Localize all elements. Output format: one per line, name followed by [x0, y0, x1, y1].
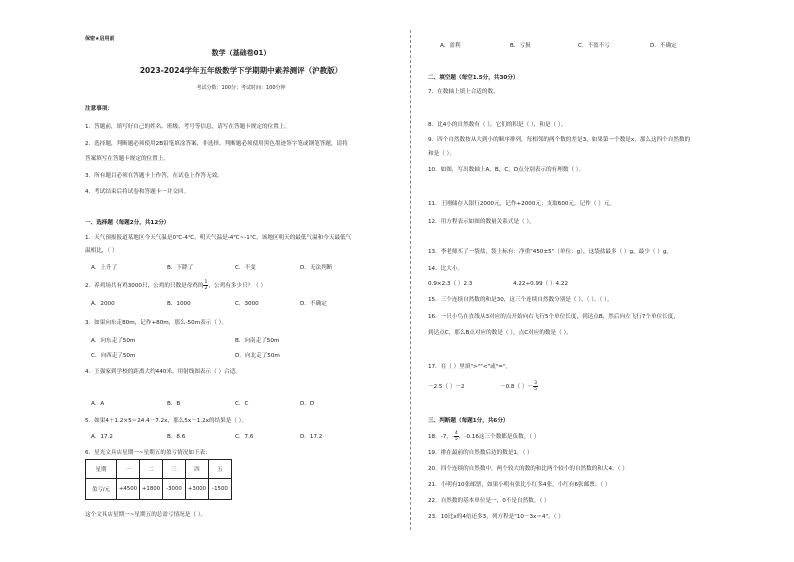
- q2-fraction-num: 1: [204, 280, 208, 285]
- q5-option-d: D．17.2: [300, 434, 323, 440]
- note-1: 1．答题前，填写好自己的姓名、班级、考号等信息，请写在答题卡规定的位置上。: [85, 124, 290, 130]
- q6-option-b: B．亏损: [510, 43, 531, 49]
- q10-text: 10．如图，写出数轴上A，B，C，D点分别表示的有理数（ ）。: [428, 167, 585, 173]
- q2-text: [85, 280, 266, 292]
- exam-subtitle: 2023-2024学年五年级数学下学期期中素养测评（沪教版）: [139, 66, 343, 75]
- q2-text-pre: 2．养鸡场共有鸡3000只，公鸡的只数是母鸡的: [85, 283, 204, 289]
- q7-text: 7．在数轴上填上合适的数。: [428, 89, 499, 95]
- notes-heading: 注意事项：: [85, 106, 113, 112]
- q2-fraction-den: 2: [204, 286, 208, 291]
- q17-item-b: [500, 381, 538, 393]
- table-cell: +3000: [186, 479, 209, 500]
- column-divider: [410, 30, 411, 530]
- table-cell: -3000: [163, 479, 186, 500]
- note-3: 3．所有题目必须在答题卡上作答，在试卷上作答无效。: [85, 173, 223, 179]
- q18-text-pre: 18．-7，-: [428, 434, 454, 440]
- q4-option-a: A．A: [91, 401, 105, 407]
- q11-text: 11．王刚储存入银行2000元，记作+2000元；支取600元，记作（ ）元。: [428, 201, 615, 207]
- q22-text: 22．自然数的基本单位是一，0不是自然数。（ ）: [428, 498, 550, 504]
- table-cell: 三: [163, 460, 186, 479]
- q1-option-c: C．不变: [235, 265, 256, 271]
- table-cell: 盈亏/元: [86, 479, 117, 500]
- q12-text: 12．用方程表示如图的数量关系式是（ ）。: [428, 219, 535, 225]
- table-row: [86, 479, 232, 500]
- q16-text: 16．一只小鸟在直线从3对应的点开始向右飞行5个单位长度，到达点B，然后向左飞行7个单位长度，: [428, 314, 679, 320]
- q16-text-cont: 到达点C，那么B点对应的数是（ ），点C对应的数是（ ）。: [428, 330, 572, 336]
- profit-loss-table: [85, 459, 232, 500]
- q4-option-b: B．B: [167, 401, 181, 407]
- q2-option-d: D．不确定: [300, 301, 327, 307]
- q17-item-a: －2.5（ ）－2: [428, 384, 465, 390]
- q17-item-b-text: －0.8（ ）－: [500, 384, 534, 390]
- q2-option-c: C．3000: [235, 301, 259, 307]
- q14-text: 14．比大小。: [428, 266, 464, 272]
- q18-text: [428, 431, 539, 443]
- table-cell: 五: [209, 460, 232, 479]
- q1-text-cont: 温相比，（ ）: [85, 248, 118, 254]
- q2-option-a: A．2000: [91, 301, 115, 307]
- q8-text: 8．比4小的自然数有（ ），它们的积是（ ），和是（ ）。: [428, 122, 567, 128]
- q21-text: 21．小明有10张邮票，如果小明有张比小红多4张，小红有6张邮票。（ ）: [428, 482, 611, 488]
- q5-option-b: B．8.6: [167, 434, 186, 440]
- exam-title: 数学（基础卷01）: [211, 49, 271, 57]
- q4-option-d: D．D: [300, 401, 315, 407]
- q6-option-d: D．不确定: [650, 43, 677, 49]
- section3-heading: 三、判断题（每题1分，共6分）: [428, 418, 509, 424]
- q18-fraction-num: 4: [454, 431, 458, 436]
- q5-option-a: A．17.2: [91, 434, 113, 440]
- note-2: 2．选择题，判断题必须使用2B铅笔填涂答案，非选择、判断题必须使用黑色墨迹签字笔或钢笔答题，请将: [85, 141, 348, 147]
- q3-option-c: C．向西走了50m: [91, 353, 136, 359]
- note-4: 4．考试结束后将试卷和答题卡一并交回。: [85, 189, 190, 195]
- q1-text: 1．天气预报报道某地区今天气温是0℃-4℃，明天气温是-4℃~-1℃，该地区明天的最低气温和今天最低气: [85, 235, 352, 241]
- section1-heading: 一、选择题（每题2分，共12分）: [85, 220, 170, 226]
- table-cell: 一: [117, 460, 140, 479]
- q17-fraction-den: 5: [534, 387, 537, 392]
- confidential-label: 保密★启用前: [85, 36, 115, 42]
- q2-option-b: B．1000: [167, 301, 191, 307]
- q23-text: 23．10比x的4倍还多3，列方程是"10－3x＝4"。（ ）: [428, 514, 564, 520]
- q13-text: 13．李老师买了一袋盐，袋上标有：净重"450±5"（单位：g），这袋盐最多（ ）g，最少（ ）g。: [428, 249, 672, 255]
- q3-option-d: D．向北走了50m: [235, 353, 280, 359]
- q1-option-d: D．无法判断: [300, 265, 333, 271]
- q5-text: 5．如果4＋1.2×5＝24.4－7.2x，那么5x－1.2x的结果是（ ）。: [85, 418, 248, 424]
- section2-heading: 二、填空题（每空1.5分，共30分）: [428, 75, 519, 81]
- q6-option-c: C．不盈不亏: [578, 43, 610, 49]
- table-cell: 二: [140, 460, 163, 479]
- q14-item-2: 4.22÷0.99（ ）4.22: [513, 281, 569, 287]
- q6-option-a: A．盈利: [440, 43, 461, 49]
- table-cell: +1800: [140, 479, 163, 500]
- table-cell: 星期: [86, 460, 117, 479]
- q5-option-c: C．7.6: [235, 434, 254, 440]
- exam-info: 考试分数：100分；考试时间：100分钟: [196, 85, 286, 91]
- q15-text: 15．三个连续自然数的和是30，这三个连续自然数分别是（ ）、（ ）、（ ）。: [428, 297, 613, 303]
- note-2-cont: 答案填写在答题卡规定的位置上。: [85, 156, 169, 162]
- q18-text-post: ，-0.16这三个数都是负数。（ ）: [458, 434, 540, 440]
- table-cell: 四: [186, 460, 209, 479]
- table-cell: -1500: [209, 479, 232, 500]
- q9-text: 9．四个自然数按从大到小的顺序排列，每相邻的两个数的差是3，如果第一个数是x，那么这四个自然数的: [428, 137, 691, 143]
- q19-text: 19．排在最前的自然数后边的数是1。（ ）: [428, 450, 533, 456]
- q14-item-1: 0.9×2.3（ ）2.3: [428, 281, 473, 287]
- q1-option-a: A．上升了: [91, 265, 118, 271]
- q17-fraction: [533, 381, 538, 392]
- q4-option-c: C．C: [235, 401, 249, 407]
- q3-option-b: B．向南走了50m: [235, 338, 280, 344]
- q18-fraction-den: 5: [454, 437, 458, 442]
- q3-text: 3．如果向东走80m，记作+80m，那么-50m表示（ ）。: [85, 320, 228, 326]
- q6-tail-text: 这个文具店星期一~星期五的总盈亏情况是（ ）。: [85, 512, 207, 518]
- q4-text: 4．王强家到学校的距离大约440米，用射线图表示（ ）合适。: [85, 369, 241, 375]
- table-row: [86, 460, 232, 479]
- q17-text: 17．在（ ）里填">""<"或"="。: [428, 364, 512, 370]
- table-cell: +4500: [117, 479, 140, 500]
- q1-option-b: B．下降了: [167, 265, 194, 271]
- q6-text: 6．星光文具店星期一~星期五的盈亏情况如下表：: [85, 450, 211, 456]
- q17-fraction-num: 3: [534, 381, 537, 386]
- q3-option-a: A．向东走了50m: [91, 338, 136, 344]
- q20-text: 20．四个连续的自然数中，两个较大的数的和比两个较小的自然数的和大4。（ ）: [428, 466, 628, 472]
- q9-text-cont: 和是（ ）。: [428, 151, 455, 157]
- q2-text-post: ，公鸡有多少只？（ ）: [208, 283, 267, 289]
